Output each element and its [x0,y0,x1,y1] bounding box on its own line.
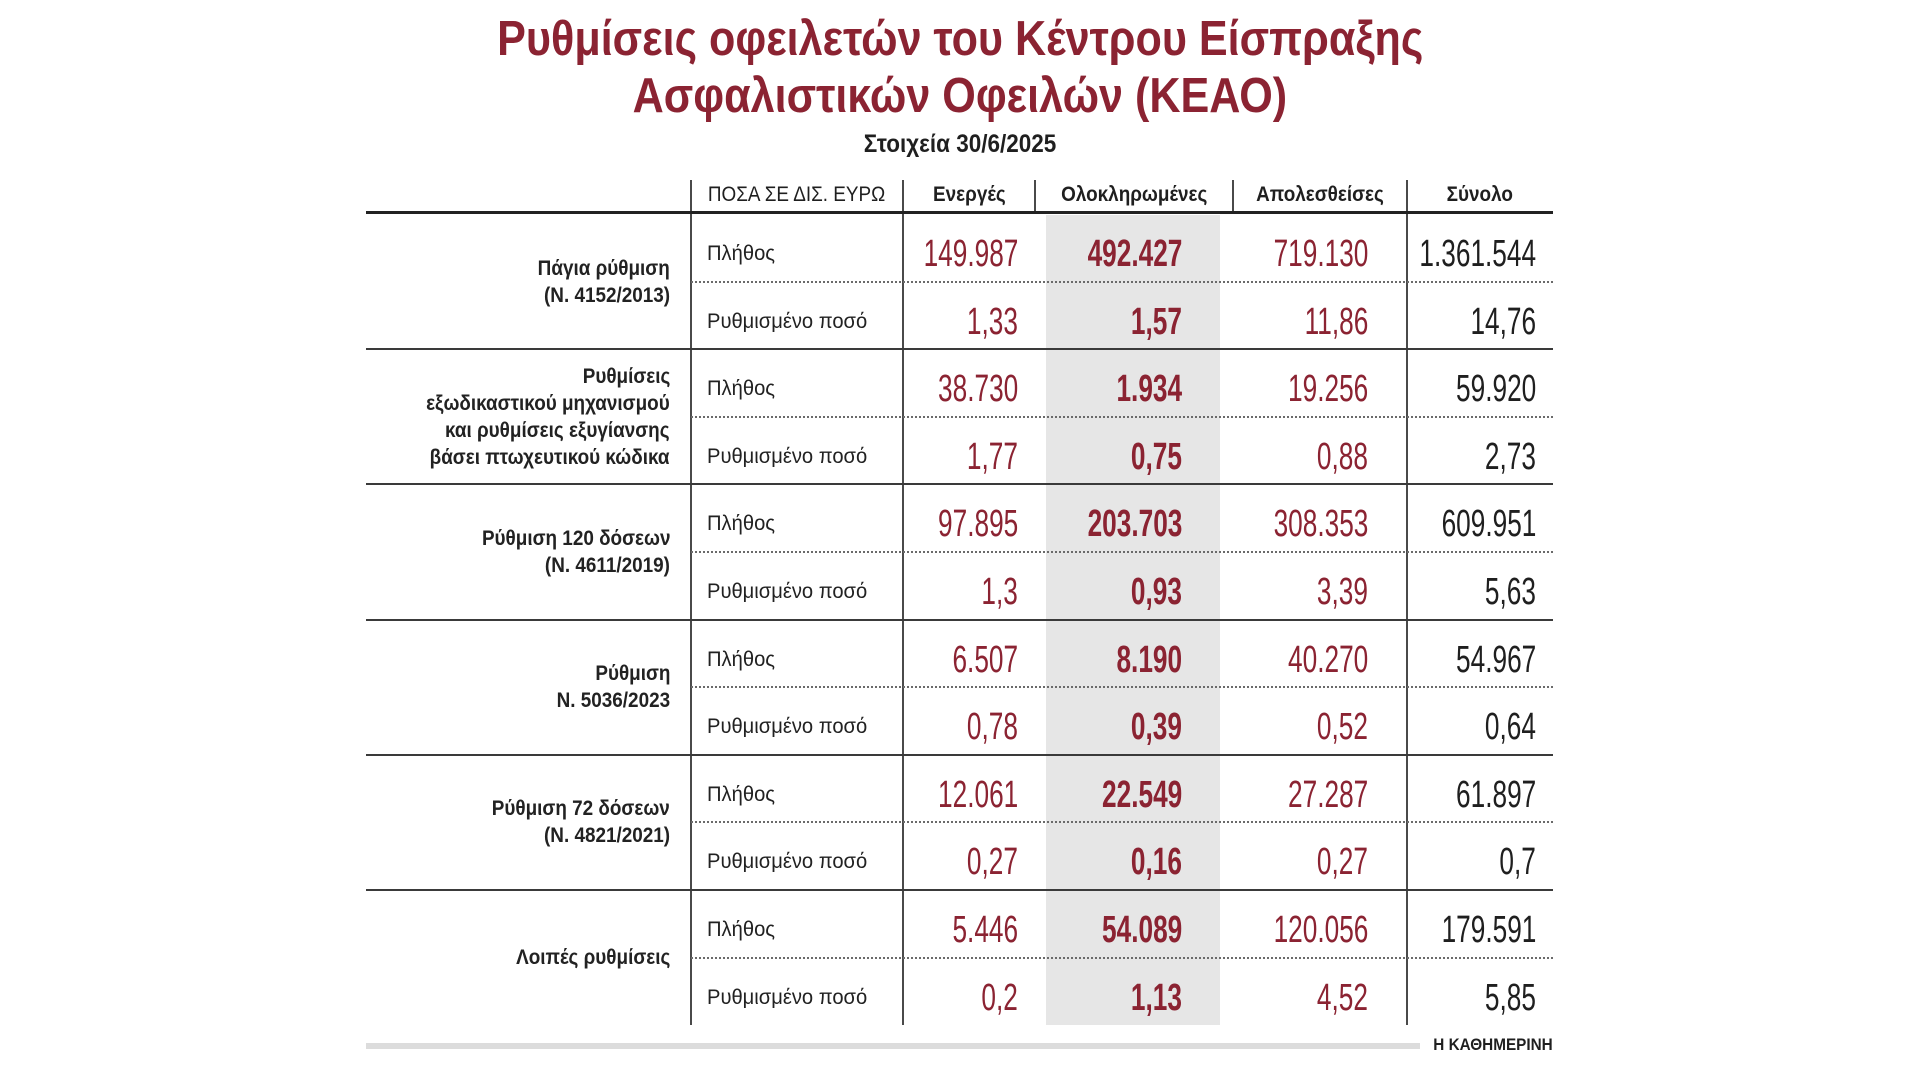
column-header-text: Σύνολο [1446,183,1514,206]
group-separator [366,889,1553,891]
category-cell [350,349,670,484]
category-label: Ρυθμίσεις [582,364,670,388]
group-separator [366,754,1553,756]
lost-value: 4,52 [1316,977,1368,1019]
row-separator [691,957,1553,959]
total-value: 61.897 [1455,774,1536,816]
active-value: 12.061 [937,774,1018,816]
category-cell [350,620,670,755]
category-label: (Ν. 4611/2019) [544,553,670,577]
row-label: Ρυθμισμένο ποσό [707,986,868,1009]
column-header-total [1407,180,1553,210]
row-label: Πλήθος [707,377,775,400]
active-value: 1,77 [966,436,1018,478]
category-label: Ρύθμιση [594,662,670,686]
category-label: Ρύθμιση 72 δόσεων [491,797,670,821]
category-label: εξωδικαστικού μηχανισμού [426,391,670,415]
lost-value: 40.270 [1287,639,1368,681]
lost-value: 19.256 [1287,368,1368,410]
row-label: Πλήθος [707,648,775,671]
total-value: 0,7 [1499,841,1536,883]
active-value: 5.446 [952,909,1018,951]
category-label: Λοιπές ρυθμίσεις [515,946,670,970]
lost-value: 0,52 [1316,706,1368,748]
lost-value: 0,88 [1316,436,1368,478]
category-label: Ν. 5036/2023 [556,689,670,713]
column-header-text: ΠΟΣΑ ΣΕ ΔΙΣ. ΕΥΡΩ [708,183,886,206]
lost-value: 0,27 [1316,841,1368,883]
lost-value: 120.056 [1273,909,1368,951]
category-label: Πάγια ρύθμιση [537,256,670,280]
category-cell [350,755,670,890]
row-label: Ρυθμισμένο ποσό [707,850,868,873]
title-text-2: Ασφαλιστικών Οφειλών (ΚΕΑΟ) [632,69,1288,123]
column-header-unit [691,180,903,210]
completed-value: 1,13 [1130,977,1182,1019]
active-value: 0,27 [966,841,1018,883]
group-separator [366,619,1553,621]
total-value: 14,76 [1470,301,1536,343]
category-label: (Ν. 4821/2021) [543,824,670,848]
active-value: 149.987 [923,233,1018,275]
active-value: 0,78 [966,706,1018,748]
row-separator [691,821,1553,823]
active-value: 6.507 [952,639,1018,681]
row-label: Πλήθος [707,242,775,265]
column-header-completed [1035,180,1233,210]
row-label: Πλήθος [707,512,775,535]
row-label: Ρυθμισμένο ποσό [707,445,868,468]
column-header-text: Ενεργές [932,183,1006,206]
category-cell [350,214,670,349]
column-header-active [903,180,1035,210]
completed-value: 1,57 [1130,301,1182,343]
group-separator [366,348,1553,350]
category-cell [350,890,670,1025]
subtitle [0,129,1920,159]
category-cell [350,484,670,619]
completed-value: 0,93 [1130,571,1182,613]
column-header-text: Απολεσθείσες [1256,183,1384,206]
completed-value: 203.703 [1087,503,1182,545]
category-label: Ρύθμιση 120 δόσεων [481,526,670,550]
lost-value: 11,86 [1304,301,1368,343]
row-separator [691,686,1553,688]
title-line-2 [0,68,1920,124]
completed-value: 54.089 [1101,909,1182,951]
row-label: Ρυθμισμένο ποσό [707,310,868,333]
completed-value: 0,39 [1130,706,1182,748]
active-value: 38.730 [937,368,1018,410]
row-separator [691,281,1553,283]
lost-value: 3,39 [1316,571,1368,613]
total-value: 54.967 [1455,639,1536,681]
row-label: Πλήθος [707,918,775,941]
total-value: 609.951 [1441,503,1536,545]
lost-value: 719.130 [1273,233,1368,275]
source-credit: Η ΚΑΘΗΜΕΡΙΝΗ [1433,1035,1553,1054]
active-value: 97.895 [937,503,1018,545]
total-value: 5,63 [1484,571,1536,613]
row-separator [691,551,1553,553]
category-label: βάσει πτωχευτικού κώδικα [430,445,670,469]
total-value: 59.920 [1455,368,1536,410]
completed-value: 8.190 [1116,639,1182,681]
title-text-1: Ρυθμίσεις οφειλετών του Κέντρου Είσπραξης [496,12,1424,66]
active-value: 0,2 [981,977,1018,1019]
completed-value: 0,16 [1130,841,1182,883]
total-value: 0,64 [1484,706,1536,748]
completed-value: 0,75 [1130,436,1182,478]
title-line-1 [0,11,1920,67]
total-value: 5,85 [1484,977,1536,1019]
total-value: 179.591 [1441,909,1536,951]
completed-value: 492.427 [1087,233,1182,275]
group-separator [366,483,1553,485]
category-label: και ρυθμίσεις εξυγίανσης [445,418,670,442]
lost-value: 308.353 [1273,503,1368,545]
row-label: Ρυθμισμένο ποσό [707,580,868,603]
row-label: Ρυθμισμένο ποσό [707,715,868,738]
column-header-text: Ολοκληρωμένες [1060,183,1208,206]
total-value: 1.361.544 [1419,233,1536,275]
completed-value: 1.934 [1116,368,1182,410]
active-value: 1,3 [981,571,1018,613]
subtitle-text: Στοιχεία 30/6/2025 [863,130,1057,158]
column-header-lost [1233,180,1407,210]
row-separator [691,416,1553,418]
total-value: 2,73 [1484,436,1536,478]
completed-value: 22.549 [1101,774,1182,816]
category-label: (Ν. 4152/2013) [543,283,670,307]
row-label: Πλήθος [707,783,775,806]
footer-bar [366,1043,1420,1049]
lost-value: 27.287 [1287,774,1368,816]
active-value: 1,33 [966,301,1018,343]
